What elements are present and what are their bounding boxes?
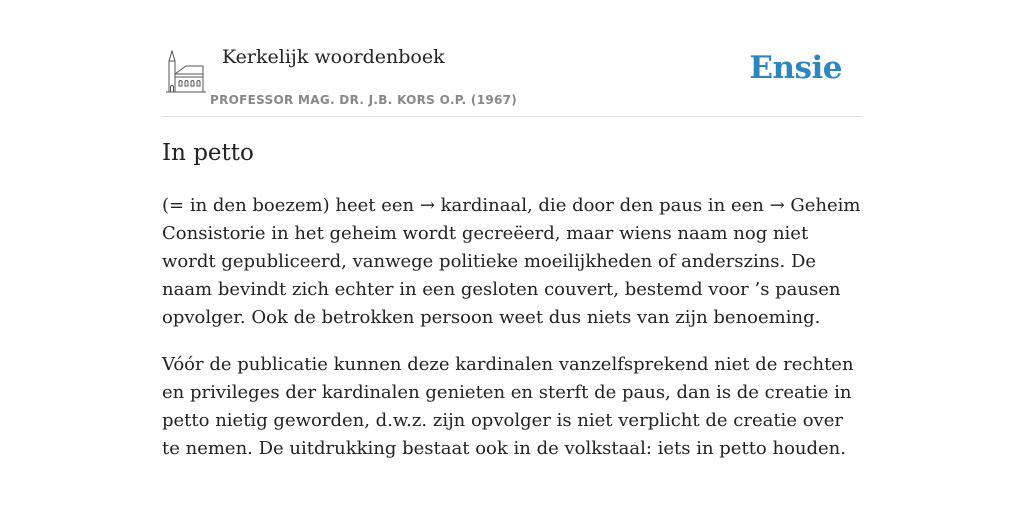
entry-paragraph-1	[162, 192, 862, 332]
brand-logo[interactable]: Ensie	[749, 50, 842, 86]
xref-geheim-consistorie-link[interactable]: → Geheim Consistorie	[162, 195, 861, 244]
xref-kardinaal-link[interactable]: → kardinaal	[419, 195, 527, 216]
entry-title: In petto	[162, 140, 254, 166]
dictionary-author: PROFESSOR MAG. DR. J.B. KORS O.P. (1967)	[210, 93, 518, 107]
dictionary-title[interactable]: Kerkelijk woordenboek	[222, 46, 445, 68]
entry-body	[162, 192, 862, 482]
entry-paragraph-2: Vóór de publicatie kunnen deze kardinalen vanzelfsprekend niet de rechten en privileges der kardinalen genieten en sterft de paus, dan is de creatie in petto nietig geworden, d.w.z. zijn opvolger is niet verplicht de creatie over te nemen. De uitdrukking bestaat ook in de volkstaal: iets in petto houden.	[162, 354, 854, 459]
dictionary-header	[162, 40, 862, 117]
paragraph-text: , die door den paus in een	[526, 195, 770, 216]
paragraph-text: (= in den boezem) heet een	[162, 195, 420, 216]
church-icon[interactable]	[166, 50, 206, 94]
paragraph-text: in het geheim wordt gecreëerd, maar wiens naam nog niet wordt gepubliceerd, vanwege politieke moeilijkheden of anderszins. De naam bevindt zich echter in een gesloten couvert, bestemd voor ’s pausen opvolger. Ook de betrokken persoon weet dus niets van zijn benoeming.	[162, 223, 841, 328]
